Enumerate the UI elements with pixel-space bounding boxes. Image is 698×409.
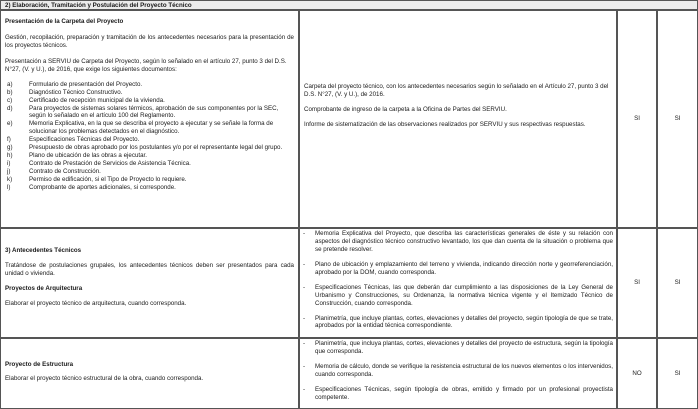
evidence-item: Comprobante de ingreso de la carpeta a la Oficina de Partes del SERVIU. bbox=[304, 105, 507, 113]
list-item: b) Diagnóstico Técnico Constructivo. bbox=[7, 88, 123, 96]
section-2-subtitle: Presentación de la Carpeta del Proyecto bbox=[5, 18, 124, 25]
structure-description bbox=[0, 338, 299, 409]
architecture-col2-value: SI bbox=[657, 228, 698, 338]
list-item: c) Certificado de recepción municipal de la vivienda. bbox=[7, 96, 165, 104]
list-item: h) Plano de ubicación de las obras a ejecutar. bbox=[7, 152, 147, 160]
architecture-evidence-list bbox=[303, 230, 613, 330]
section-2-lead: Presentación a SERVIU de Carpeta del Proyecto, según lo señalado en el artículo 27, punto 3 del D.S. N°27, (V. y U.), de 2016, que exige los siguientes documentos: bbox=[5, 57, 287, 73]
document-list bbox=[5, 81, 294, 192]
structure-col1-value: NO bbox=[617, 338, 657, 409]
section-3-header: 3) Antecedentes Técnicos bbox=[5, 247, 82, 254]
architecture-evidence bbox=[299, 228, 617, 338]
section-2-description bbox=[0, 10, 299, 228]
evidence-item: - Especificaciones Técnicas, las que deberán dar cumplimiento a las disposiciones de la Ley General de Urbanismo y Construcciones, su Ordenanza, la normativa técnica vigente y el Itemizado Técnico de Construcción, cuando corresponda. bbox=[303, 283, 613, 307]
structure-evidence-list bbox=[303, 340, 613, 402]
architecture-col1-value: SI bbox=[617, 228, 657, 338]
list-item: g) Presupuesto de obras aprobado por los postulantes y/o por el representante legal del grupo. bbox=[7, 144, 283, 152]
list-item: k) Permiso de edificación, si el Tipo de Proyecto lo requiere. bbox=[7, 175, 187, 183]
structure-col2-value: SI bbox=[657, 338, 698, 409]
list-item: d) Para proyectos de sistemas solares térmicos, aprobación de sus componentes por la SEC, según lo señalado en el artículo 100 del Reglamento. bbox=[7, 104, 279, 120]
section-2-header: 2) Elaboración, Tramitación y Postulación del Proyecto Técnico bbox=[0, 0, 698, 10]
list-item: i) Contrato de Prestación de Servicios de Asistencia Técnica. bbox=[7, 160, 191, 168]
evidence-item: - Planimetría, que incluye plantas, cortes, elevaciones y detalles del proyecto, según tipología de que se trate, aprobados por la entidad técnica correspondiente. bbox=[303, 314, 613, 330]
structure-title: Proyecto de Estructura bbox=[5, 361, 74, 368]
evidence-item: - Memoria Explicativa del Proyecto, que describa las características generales de éste y su relación con aspectos del diagnóstico técnico constructivo levantado, los que dan cuenta de la situación o problema que se pretende resolver. bbox=[303, 230, 613, 253]
structure-evidence bbox=[299, 338, 617, 409]
section-2-intro: Gestión, recopilación, preparación y tramitación de los antecedentes necesarios para la presentación de los proyectos técnicos. bbox=[5, 33, 294, 49]
evidence-item: - Plano de ubicación y emplazamiento del terreno y vivienda, indicando dirección norte y georreferenciación, aprobado por la DOM, cuando corresponda. bbox=[303, 260, 613, 276]
list-item: e) Memoria Explicativa, en la que se describa el proyecto a ejecutar y se señale la forma de solucionar los problemas detectados en el diagnóstico. bbox=[7, 120, 274, 136]
architecture-title: Proyectos de Arquitectura bbox=[5, 284, 83, 292]
evidence-item: - Planimetría, que incluya plantas, cortes, elevaciones y detalles del proyecto de estructura, según la tipología que corresponda. bbox=[303, 340, 613, 355]
evidence-item: - Memoria de cálculo, donde se verifique la resistencia estructural de los nuevos elementos o los intervenidos, cuando corresponda. bbox=[303, 362, 613, 378]
section-2-col2-value: SI bbox=[657, 10, 698, 228]
list-item: j) Contrato de Construcción. bbox=[7, 168, 101, 175]
section-2-evidence bbox=[299, 10, 617, 228]
section-3-description bbox=[0, 228, 299, 338]
list-item: f) Especificaciones Técnicas del Proyecto. bbox=[7, 136, 140, 144]
evidence-item: - Especificaciones Técnicas, según tipología de obras, emitido y firmado por un profesional proyectista competente. bbox=[303, 385, 613, 401]
section-2-col1-value: SI bbox=[617, 10, 657, 228]
structure-text: Elaborar el proyecto técnico estructural de la obra, cuando corresponda. bbox=[5, 374, 204, 382]
section-3-intro: Tratándose de postulaciones grupales, los antecedentes técnicos deben ser presentados para cada unidad o vivienda. bbox=[5, 261, 294, 277]
evidence-item: Carpeta del proyecto técnico, con los antecedentes necesarios según lo señalado en el Artículo 27, punto 3 del D.S. N°27, (V. y U.), de 2016. bbox=[304, 83, 609, 98]
architecture-text: Elaborar el proyecto técnico de arquitectura, cuando corresponda. bbox=[5, 299, 187, 307]
evidence-item: Informe de sistematización de las observaciones realizados por SERVIU y sus respectivas respuestas. bbox=[304, 120, 586, 128]
list-item: l) Comprobante de aportes adicionales, si corresponde. bbox=[7, 183, 176, 191]
list-item: a) Formulario de presentación del Proyecto. bbox=[7, 80, 143, 88]
